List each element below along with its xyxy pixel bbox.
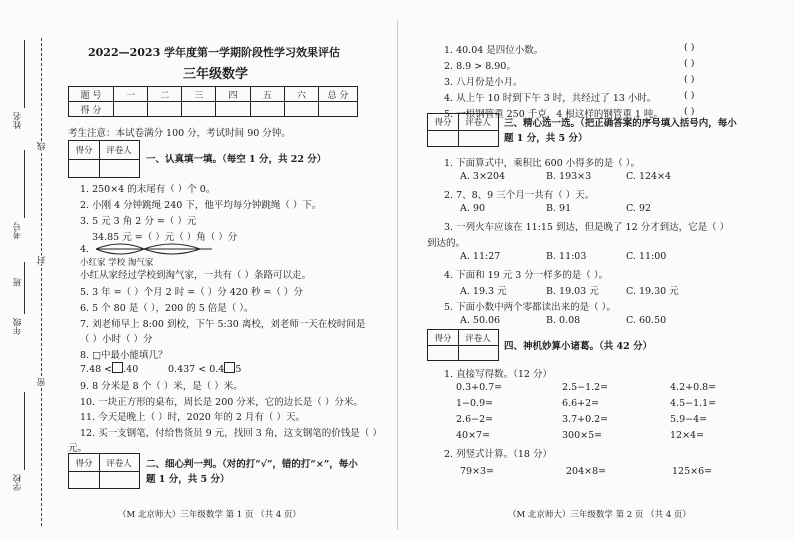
vertical-calc-item: 125×6=	[672, 466, 713, 477]
choice-q5-opt-a[interactable]: A. 50.06	[460, 315, 501, 326]
choice-q2-opt-a[interactable]: A. 90	[460, 203, 485, 214]
score-cell[interactable]	[148, 102, 182, 117]
s1-q5: 5. 3 年 =（ ）个月 2 时 =（ ）分 420 秒 =（ ）分	[80, 287, 303, 298]
answer-box[interactable]	[224, 362, 235, 373]
grader-box-section-3	[427, 113, 499, 147]
calc-item: 0.3+0.7=	[456, 382, 503, 393]
s1-q11: 11. 今天是晚上（ ）时，2020 年的 2 月有（ ）天。	[80, 412, 305, 423]
binding-label-class: 班	[13, 278, 23, 287]
binding-blank-school[interactable]	[24, 392, 25, 470]
score-table-col-2: 二	[148, 87, 182, 102]
choice-q2: 2. 7、8、9 三个月一共有（ ）天。	[444, 190, 595, 201]
binding-dashed-line	[41, 38, 42, 526]
calc-item: 2.5−1.2=	[562, 382, 609, 393]
judge-paren-4[interactable]: ( )	[684, 90, 695, 101]
choice-q5-opt-c[interactable]: C. 60.50	[626, 315, 667, 326]
calc-item: 1−0.9=	[456, 398, 494, 409]
calc-item: 4.2+0.8=	[670, 382, 717, 393]
judge-paren-2[interactable]: ( )	[684, 58, 695, 69]
calc-item: 40×7=	[456, 430, 491, 441]
s1-q9: 9. 8 分米是 8 个（ ）米，是（ ）米。	[80, 381, 243, 392]
binding-label-grade: 年级	[13, 318, 23, 335]
s1-q4-number: 4.	[80, 244, 90, 255]
choice-q4: 4. 下面和 19 元 3 分一样多的是（ ）。	[444, 270, 609, 281]
calc-item: 300×5=	[562, 430, 603, 441]
choice-q3-opt-c[interactable]: C. 11:00	[626, 251, 667, 262]
s1-q7b: （ ）小时（ ）分	[80, 334, 153, 345]
calc-item: 2.6−2=	[456, 414, 494, 425]
choice-q1: 1. 下面算式中，乘积比 600 小得多的是（ ）。	[444, 158, 641, 169]
choice-q1-opt-b[interactable]: B. 193×3	[546, 171, 592, 182]
grader-box-section-2	[68, 453, 140, 489]
calc-item: 4.5−1.1=	[670, 398, 717, 409]
grader-box-score-label: 得分	[434, 118, 452, 128]
judge-paren-3[interactable]: ( )	[684, 74, 695, 85]
score-table	[68, 86, 358, 117]
s1-q10: 10. 一块正方形的桌布，周长是 200 分米，它的边长是（ ）分米。	[80, 397, 363, 408]
judge-q1: 1. 40.04 是四位小数。	[444, 45, 544, 56]
score-cell[interactable]	[319, 102, 358, 117]
score-table-col-5: 五	[250, 87, 284, 102]
s1-q6: 6. 5 个 80 是（ ），200 的 5 倍是（ ）。	[80, 303, 254, 314]
choice-q4-opt-b[interactable]: B. 19.03 元	[546, 286, 599, 297]
judge-q5: 5. 一根钢管重 250 千克，4 根这样的钢管重 1 吨。	[444, 109, 663, 120]
grader-box-score-label: 得分	[75, 458, 93, 469]
section-3-title: 三、精心选一选。（把正确答案的序号填入括号内，每小	[504, 118, 737, 129]
score-table-col-6: 六	[284, 87, 318, 102]
choice-q3-cont: 到达的。	[427, 238, 466, 249]
section-4-title: 四、神机妙算小诸葛。（共 42 分）	[504, 341, 653, 352]
choice-q4-opt-c[interactable]: C. 19.30 元	[626, 286, 679, 297]
judge-paren-1[interactable]: ( )	[684, 42, 695, 53]
score-table-col-4: 四	[216, 87, 250, 102]
choice-q2-opt-b[interactable]: B. 91	[546, 203, 572, 214]
judge-q2: 2. 8.9 > 8.90。	[444, 61, 516, 72]
binding-blank-exam-no[interactable]	[24, 150, 25, 218]
choice-q5: 5. 下面小数中两个零都读出来的是（ ）。	[444, 302, 616, 313]
calc-q2: 2. 列竖式计算。（18 分）	[444, 449, 552, 460]
score-table-col-total: 总 分	[319, 87, 358, 102]
score-table-col-1: 一	[114, 87, 148, 102]
calc-item: 3.7+0.2=	[562, 414, 609, 425]
section-2-title: 二、细心判一判。（对的打“√”，错的打“×”，每小	[146, 459, 358, 470]
binding-blank-name[interactable]	[24, 40, 25, 108]
route-diagram-labels: 小红家 学校 淘气家	[80, 258, 154, 268]
score-cell[interactable]	[114, 102, 148, 117]
judge-q3: 3. 八月份是小月。	[444, 77, 523, 88]
binding-blank-grade[interactable]	[24, 262, 25, 314]
score-cell[interactable]	[182, 102, 216, 117]
binding-label-school: 学校	[13, 474, 23, 491]
score-cell[interactable]	[216, 102, 250, 117]
s1-q3a: 3. 5 元 3 角 2 分 =（ ）元	[80, 216, 197, 227]
route-diagram	[94, 241, 214, 257]
exam-title: 2022—2023 学年度第一学期阶段性学习效果评估	[88, 46, 341, 59]
calc-q1: 1. 直接写得数。（12 分）	[444, 369, 552, 380]
exam-notice: 考生注意：本试卷满分 100 分，考试时间 90 分钟。	[68, 128, 291, 139]
vertical-calc-item: 204×8=	[566, 466, 607, 477]
grader-box-grader-label: 评卷人	[465, 333, 491, 344]
section-2-title-2: 题 1 分，共 5 分）	[146, 474, 230, 485]
calc-item: 5.9−4=	[670, 414, 708, 425]
cut-mark-secret: 密	[37, 378, 47, 387]
cut-mark-seal: 封	[37, 256, 47, 265]
score-cell[interactable]	[284, 102, 318, 117]
footer-left: （M 北京师大）三年级数学 第 1 页 （共 4 页）	[118, 510, 301, 520]
binding-label-exam-no: 考号	[13, 222, 23, 239]
score-table-col-3: 三	[182, 87, 216, 102]
score-table-header: 题 号	[69, 87, 114, 102]
s1-q8-ineq-1-left: 7.48 <	[80, 364, 113, 375]
grader-box-grader-label: 评卷人	[106, 458, 132, 469]
choice-q1-opt-c[interactable]: C. 124×4	[626, 171, 672, 182]
grader-box-grader-label: 评卷人	[106, 146, 132, 156]
s1-q7a: 7. 刘老师早上 8:00 到校，下午 5:30 离校，刘老师一天在校时间是	[80, 319, 366, 330]
judge-paren-5[interactable]: ( )	[684, 106, 695, 117]
choice-q4-opt-a[interactable]: A. 19.3 元	[460, 286, 507, 297]
s1-q8-ineq-1-right: .40	[123, 364, 139, 375]
s1-q8-ineq-2-left: 0.437 < 0.4	[168, 364, 225, 375]
choice-q3: 3. 一列火车应该在 11:15 到达，但是晚了 12 分才到达，它是（ ）	[444, 222, 730, 233]
s1-q12b: 元。	[68, 443, 88, 454]
section-1-title: 一、认真填一填。（每空 1 分，共 22 分）	[146, 154, 327, 165]
judge-q4: 4. 从上午 10 时到下午 3 时，共经过了 13 小时。	[444, 93, 657, 104]
s1-q1: 1. 250×4 的末尾有（ ）个 0。	[80, 184, 216, 195]
s1-q8-ineq-1	[80, 362, 138, 375]
calc-item: 12×4=	[670, 430, 705, 441]
answer-box[interactable]	[112, 362, 123, 373]
section-3-title-2: 题 1 分，共 5 分）	[504, 133, 588, 144]
grader-box-score-label: 得分	[434, 333, 452, 344]
grader-box-section-1	[68, 140, 140, 178]
cut-mark-line: 线	[37, 142, 47, 151]
grader-box-grader-label: 评卷人	[465, 118, 491, 128]
choice-q3-opt-a[interactable]: A. 11:27	[460, 251, 501, 262]
choice-q1-opt-a[interactable]: A. 3×204	[460, 171, 506, 182]
calc-item: 6.6+2=	[562, 398, 600, 409]
s1-q3b: 34.85 元 =（ ）元（ ）角（ ）分	[92, 232, 238, 243]
exam-subtitle: 三年级数学	[183, 67, 249, 82]
binding-label-name: 姓名	[13, 112, 23, 129]
footer-right: （M 北京师大）三年级数学 第 2 页 （共 4 页）	[508, 510, 691, 520]
s1-q12a: 12. 买一支钢笔，付给售货员 9 元，找回 3 角，这支钢笔的价钱是（ ）	[80, 428, 382, 439]
s1-q8-ineq-2-right: 5	[235, 364, 242, 375]
grader-box-section-4	[427, 329, 499, 361]
choice-q3-opt-b[interactable]: B. 11:03	[546, 251, 587, 262]
s1-q8-ineq-2	[168, 362, 241, 375]
s1-q4-text: 小红从家经过学校到淘气家，一共有（ ）条路可以走。	[80, 270, 312, 281]
score-cell[interactable]	[250, 102, 284, 117]
s1-q8: 8. □中最小能填几？	[80, 350, 168, 361]
s1-q2: 2. 小刚 4 分钟跳绳 240 下，他平均每分钟跳绳（ ）下。	[80, 200, 322, 211]
grader-box-score-label: 得分	[75, 146, 93, 156]
vertical-calc-item: 79×3=	[460, 466, 495, 477]
choice-q2-opt-c[interactable]: C. 92	[626, 203, 652, 214]
page-divider	[397, 20, 398, 530]
choice-q5-opt-b[interactable]: B. 0.08	[546, 315, 581, 326]
score-table-row-label: 得 分	[69, 102, 114, 117]
